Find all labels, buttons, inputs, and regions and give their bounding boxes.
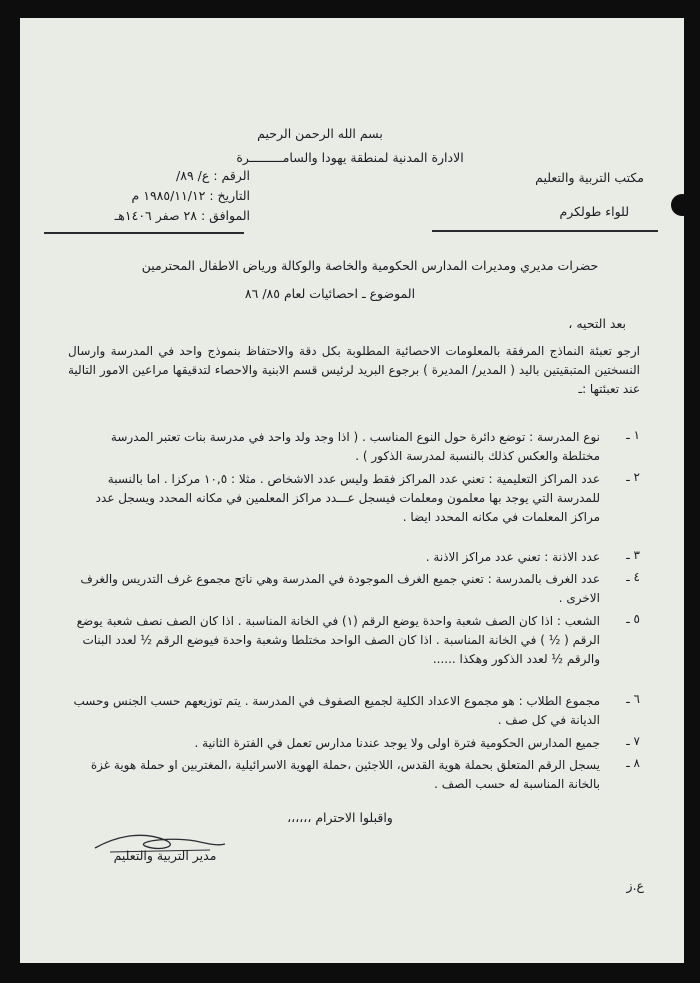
header-rule-left [44, 232, 244, 234]
subject-line: الموضوع ـ احصائيات لعام ٨٥/ ٨٦ [244, 286, 416, 301]
item-number: ١ ـ [626, 428, 640, 442]
closing-salutation: واقبلوا الاحترام ،،،،،، [287, 810, 393, 825]
item-number: ٨ ـ [626, 756, 640, 770]
intro-paragraph: ارجو تعبئة النماذج المرفقة بالمعلومات الاحصائية المطلوبة بكل دقة والاحتفاظ بنموذج واحد في المدرسة وارسال النسختين المتبقيتين باليد ( المدير/ المديرة ) برجوع البريد لرئيس قسم الابنية والاحصاء لتدقيقها مراعين الامور التالية عند تعبئتها :ـ [68, 344, 640, 396]
document-page [20, 18, 684, 963]
item-government-schools: جميع المدارس الحكومية فترة اولى ولا يوجد عندنا مدارس تعمل في الفترة الثانية . [194, 736, 600, 750]
item-teaching-posts: عدد المراكز التعليمية : تعني عدد المراكز فقط وليس عدد الاشخاص . مثلا : ١٠,٥ مركزا . اما بالنسبة للمدرسة التي يوجد بها معلمون ومعلمات فيسجل عـــدد مراكز المعلمين في مكانه المحدد ويسجل عدد مراكز المعلمات في مكانه المحدد ايضا . [95, 472, 600, 524]
hijri-date: الموافق : ٢٨ صفر ١٤٠٦هـ [114, 208, 250, 223]
addressee: حضرات مديري ومديرات المدارس الحكومية والخاصة والوكالة ورياض الاطفال المحترمين [141, 258, 599, 273]
item-rooms: عدد الغرف بالمدرسة : تعني جميع الغرف الموجودة في المدرسة وهي ناتج مجموع غرف التدريس والغرف الاخرى . [80, 572, 600, 605]
author-initials: ع.ز [626, 878, 644, 893]
punch-hole [671, 194, 684, 216]
item-id-holders: يسجل الرقم المتعلق بحملة هوية القدس، اللاجئين ،حملة الهوية الاسرائيلية ،المغتربين او حملة هوية غزة بالخانة المناسبة له حسب الصف . [90, 758, 600, 791]
item-janitors: عدد الاذنة : تعني عدد مراكز الاذنة . [425, 550, 600, 564]
item-sections: الشعب : اذا كان الصف شعبة واحدة يوضع الرقم (١) في الخانة المناسبة . اذا كان الصف نصف شعبة يوضع الرقم ( ½ ) في الخانة المناسبة . اذا كان الصف الواحد مختلطا وشعبة واحدة فيوضع الرقم ½ لعدد البنات والرقم ½ لعدد الذكور وهكذا ...... [76, 614, 600, 666]
header-rule-right [432, 230, 658, 232]
district-name: للواء طولكرم [559, 204, 629, 219]
item-number: ٤ ـ [626, 570, 640, 584]
basmala: بسم الله الرحمن الرحيم [257, 126, 383, 141]
gregorian-date: التاريخ : ١٩٨٥/١١/١٢ م [131, 188, 250, 203]
item-number: ٦ ـ [626, 692, 640, 706]
office-name: مكتب التربية والتعليم [535, 170, 644, 185]
item-number: ٢ ـ [626, 470, 640, 484]
reference-number: الرقم : ع/ ٨٩/ [176, 168, 250, 183]
item-number: ٧ ـ [626, 734, 640, 748]
greeting: بعد التحيه ، [568, 316, 626, 331]
item-students-total: مجموع الطلاب : هو مجموع الاعداد الكلية لجميع الصفوف في المدرسة . يتم توزيعهم حسب الجنس وحسب الديانة في كل صف . [73, 694, 600, 727]
item-number: ٣ ـ [626, 548, 640, 562]
signature-title: مدير التربية والتعليم [113, 848, 217, 863]
item-school-type: نوع المدرسة : توضع دائرة حول النوع المناسب . ( اذا وجد ولد واحد في مدرسة بنات تعتبر المدرسة مختلطة والعكس كذلك بالنسبة لمدرسة الذكور ) . [110, 430, 600, 463]
item-number: ٥ ـ [626, 612, 640, 626]
civil-administration: الادارة المدنية لمنطقة يهودا والسامـــــــــرة [236, 150, 464, 165]
